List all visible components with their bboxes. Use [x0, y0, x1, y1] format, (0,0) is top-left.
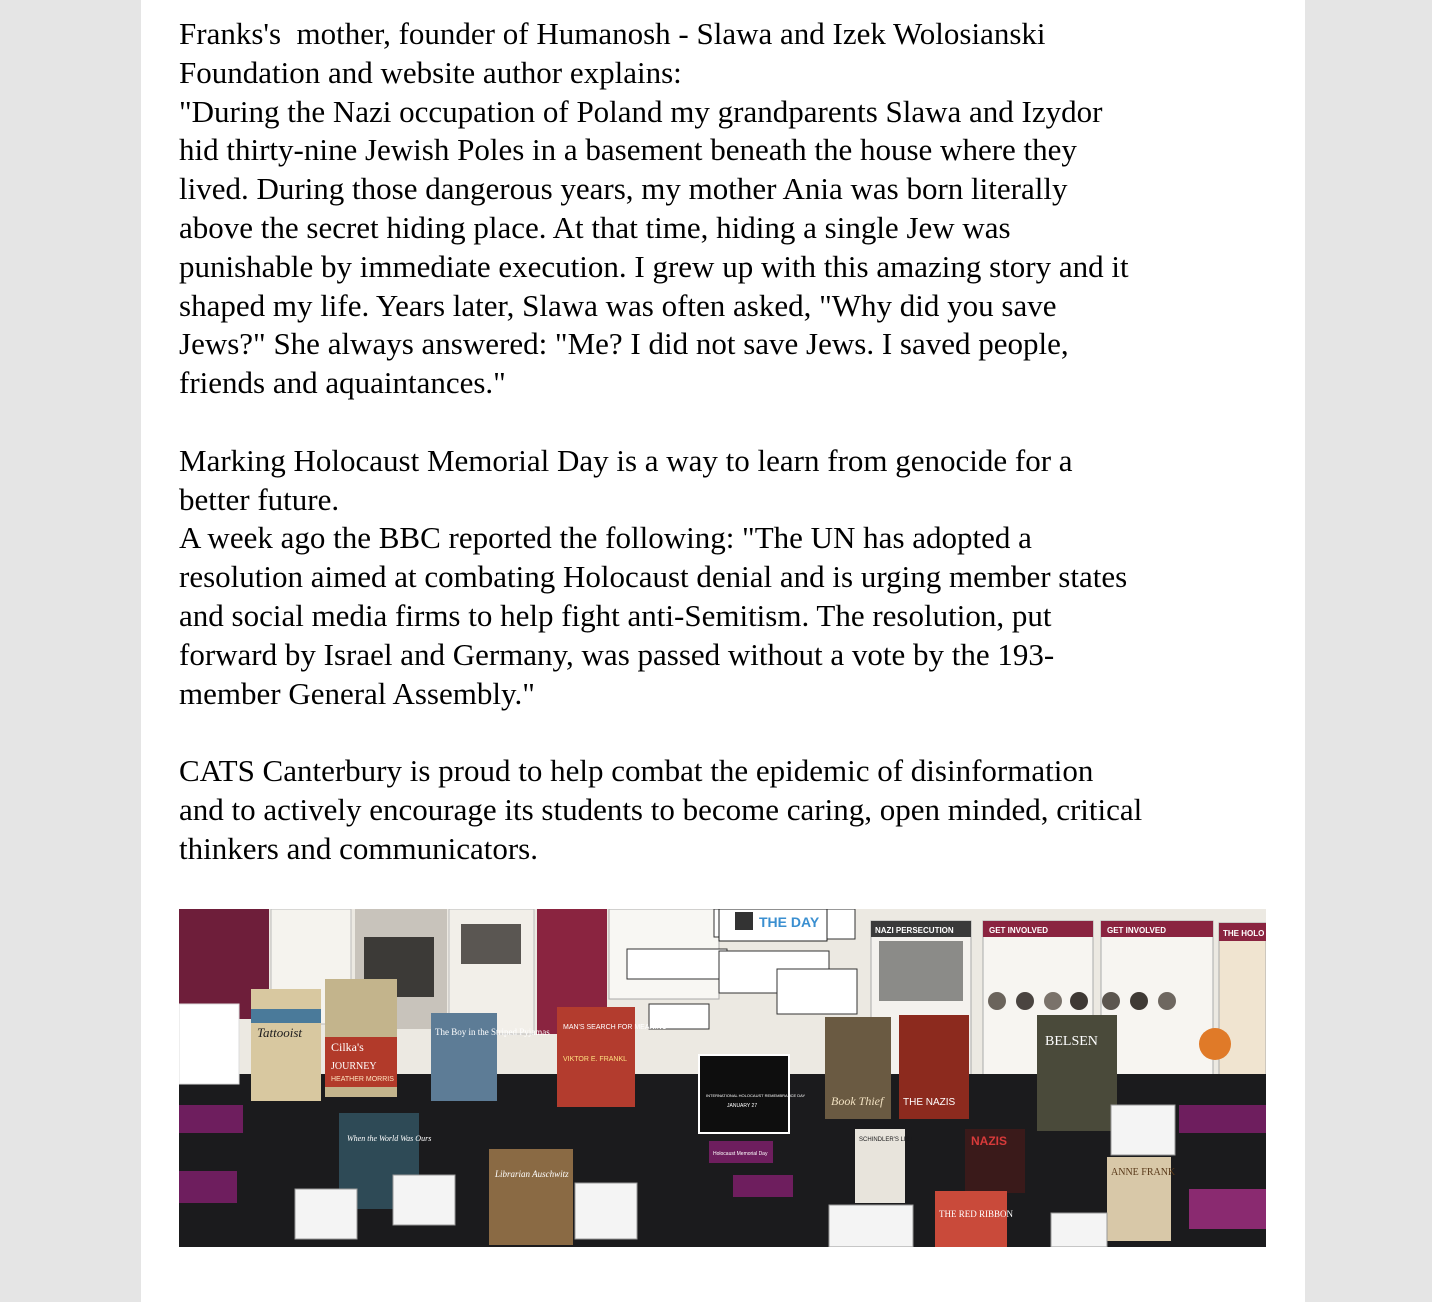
book-cilka-title: Cilka's	[331, 1040, 364, 1054]
card-stand	[393, 1175, 455, 1225]
text-line: and social media firms to help fight anti-Semitism. The resolution, put	[179, 597, 1052, 633]
leaflet-stack	[179, 1004, 239, 1084]
book-book-thief-title: Book Thief	[831, 1094, 884, 1108]
text-line: member General Assembly."	[179, 675, 535, 711]
hmd-leaflet	[1179, 1105, 1266, 1133]
dvd-schindler-title: SCHINDLER'S LIST	[859, 1137, 914, 1143]
nazi-persecution-label: NAZI PERSECUTION	[875, 926, 954, 935]
book-nazis-2-title: NAZIS	[971, 1134, 1007, 1148]
hmd-leaflet	[179, 1171, 237, 1203]
text-line: CATS Canterbury is proud to help combat the epidemic of disinformation	[179, 753, 1094, 789]
info-card	[777, 969, 857, 1014]
text-line: hid thirty-nine Jewish Poles in a basement beneath the house where they	[179, 132, 1077, 168]
text-line: A week ago the BBC reported the following: "The UN has adopted a	[179, 520, 1032, 556]
book-frankl-author: VIKTOR E. FRANKL	[563, 1056, 628, 1063]
the-day-label: THE DAY	[759, 914, 820, 930]
text-line: "During the Nazi occupation of Poland my grandparents Slawa and Izydor	[179, 93, 1103, 129]
hmd-leaflet	[179, 1105, 243, 1133]
text-line: shaped my life. Years later, Slawa was often asked, "Why did you save	[179, 287, 1057, 323]
text-line: Marking Holocaust Memorial Day is a way to learn from genocide for a	[179, 442, 1073, 478]
text-line: friends and aquaintances."	[179, 365, 506, 401]
text-line: punishable by immediate execution. I grew up with this amazing story and it	[179, 248, 1129, 284]
text-line: forward by Israel and Germany, was passed without a vote by the 193-	[179, 636, 1055, 672]
card-stand	[295, 1189, 357, 1239]
book-nazis-title: THE NAZIS	[903, 1097, 956, 1108]
hmd-leaflet	[1189, 1189, 1266, 1229]
portrait	[1102, 992, 1120, 1010]
paragraph-gap	[179, 403, 1269, 442]
book-red-ribbon-title: THE RED RIBBON	[939, 1209, 1013, 1219]
portrait	[1044, 992, 1062, 1010]
text-line: Franks's mother, founder of Humanosh - Slawa and Izek Wolosianski	[179, 16, 1046, 51]
book-display-illustration	[179, 909, 1266, 1247]
book-cilka-title2: JOURNEY	[331, 1061, 377, 1072]
paragraph-2	[179, 442, 1269, 714]
book-tattooist	[251, 989, 321, 1101]
hmd-card	[733, 1175, 793, 1197]
text-line: thinkers and communicators.	[179, 830, 538, 866]
sign-title: INTERNATIONAL HOLOCAUST REMEMBRANCE DAY	[706, 1093, 806, 1098]
book-display-photo	[179, 909, 1266, 1247]
book-red-ribbon	[935, 1191, 1007, 1247]
card-stand	[575, 1183, 637, 1239]
text-line: Jews?" She always answered: "Me? I did not save Jews. I saved people,	[179, 326, 1069, 362]
book-boy-title: The Boy in the Striped Pyjamas	[435, 1027, 550, 1037]
book-librarian	[489, 1149, 573, 1245]
text-line: above the secret hiding place. At that time, hiding a single Jew was	[179, 209, 1011, 245]
book-cilka-author: HEATHER MORRIS	[331, 1076, 394, 1083]
card-stand	[1111, 1105, 1175, 1155]
paragraph-1	[179, 15, 1269, 403]
text-line: better future.	[179, 481, 340, 517]
poster-photo	[461, 924, 521, 964]
portrait	[1016, 992, 1034, 1010]
book-librarian-title: Librarian Auschwitz	[495, 1169, 569, 1179]
sign-date: JANUARY 27	[727, 1103, 758, 1109]
portrait	[988, 992, 1006, 1010]
get-involved-label: GET INVOLVED	[1107, 926, 1166, 935]
book-belsen-title: BELSEN	[1045, 1034, 1098, 1049]
book-world-title: When the World Was Ours	[347, 1134, 432, 1143]
card-stand	[1051, 1213, 1107, 1247]
text-line: Foundation and website author explains:	[179, 54, 682, 90]
portrait	[1130, 992, 1148, 1010]
text-line: and to actively encourage its students to become caring, open minded, critical	[179, 791, 1143, 827]
text-line: resolution aimed at combating Holocaust denial and is urging member states	[179, 559, 1128, 595]
qr-code-icon	[735, 912, 753, 930]
book-stripe	[251, 1009, 321, 1023]
page	[141, 0, 1305, 1302]
book-mans-search-title: MAN'S SEARCH FOR MEANING	[563, 1024, 668, 1031]
paragraph-3	[179, 752, 1269, 868]
poster-photo	[879, 941, 963, 1001]
get-involved-label: GET INVOLVED	[989, 926, 1048, 935]
poster-holocaust	[1219, 923, 1266, 1083]
portrait	[1070, 992, 1088, 1010]
book-tattooist-title: Tattooist	[257, 1025, 303, 1040]
info-card	[627, 949, 727, 979]
portrait	[1199, 1028, 1231, 1060]
card-stand	[829, 1205, 913, 1247]
book-anne-frank-title: ANNE FRANK	[1111, 1167, 1176, 1178]
hmd-card-label: Holocaust Memorial Day	[713, 1151, 768, 1157]
the-holo-label: THE HOLO	[1223, 929, 1265, 938]
paragraph-gap	[179, 713, 1269, 752]
book-belsen	[1037, 1015, 1117, 1131]
portrait	[1158, 992, 1176, 1010]
text-line: lived. During those dangerous years, my mother Ania was born literally	[179, 171, 1068, 207]
article-body	[179, 15, 1269, 869]
